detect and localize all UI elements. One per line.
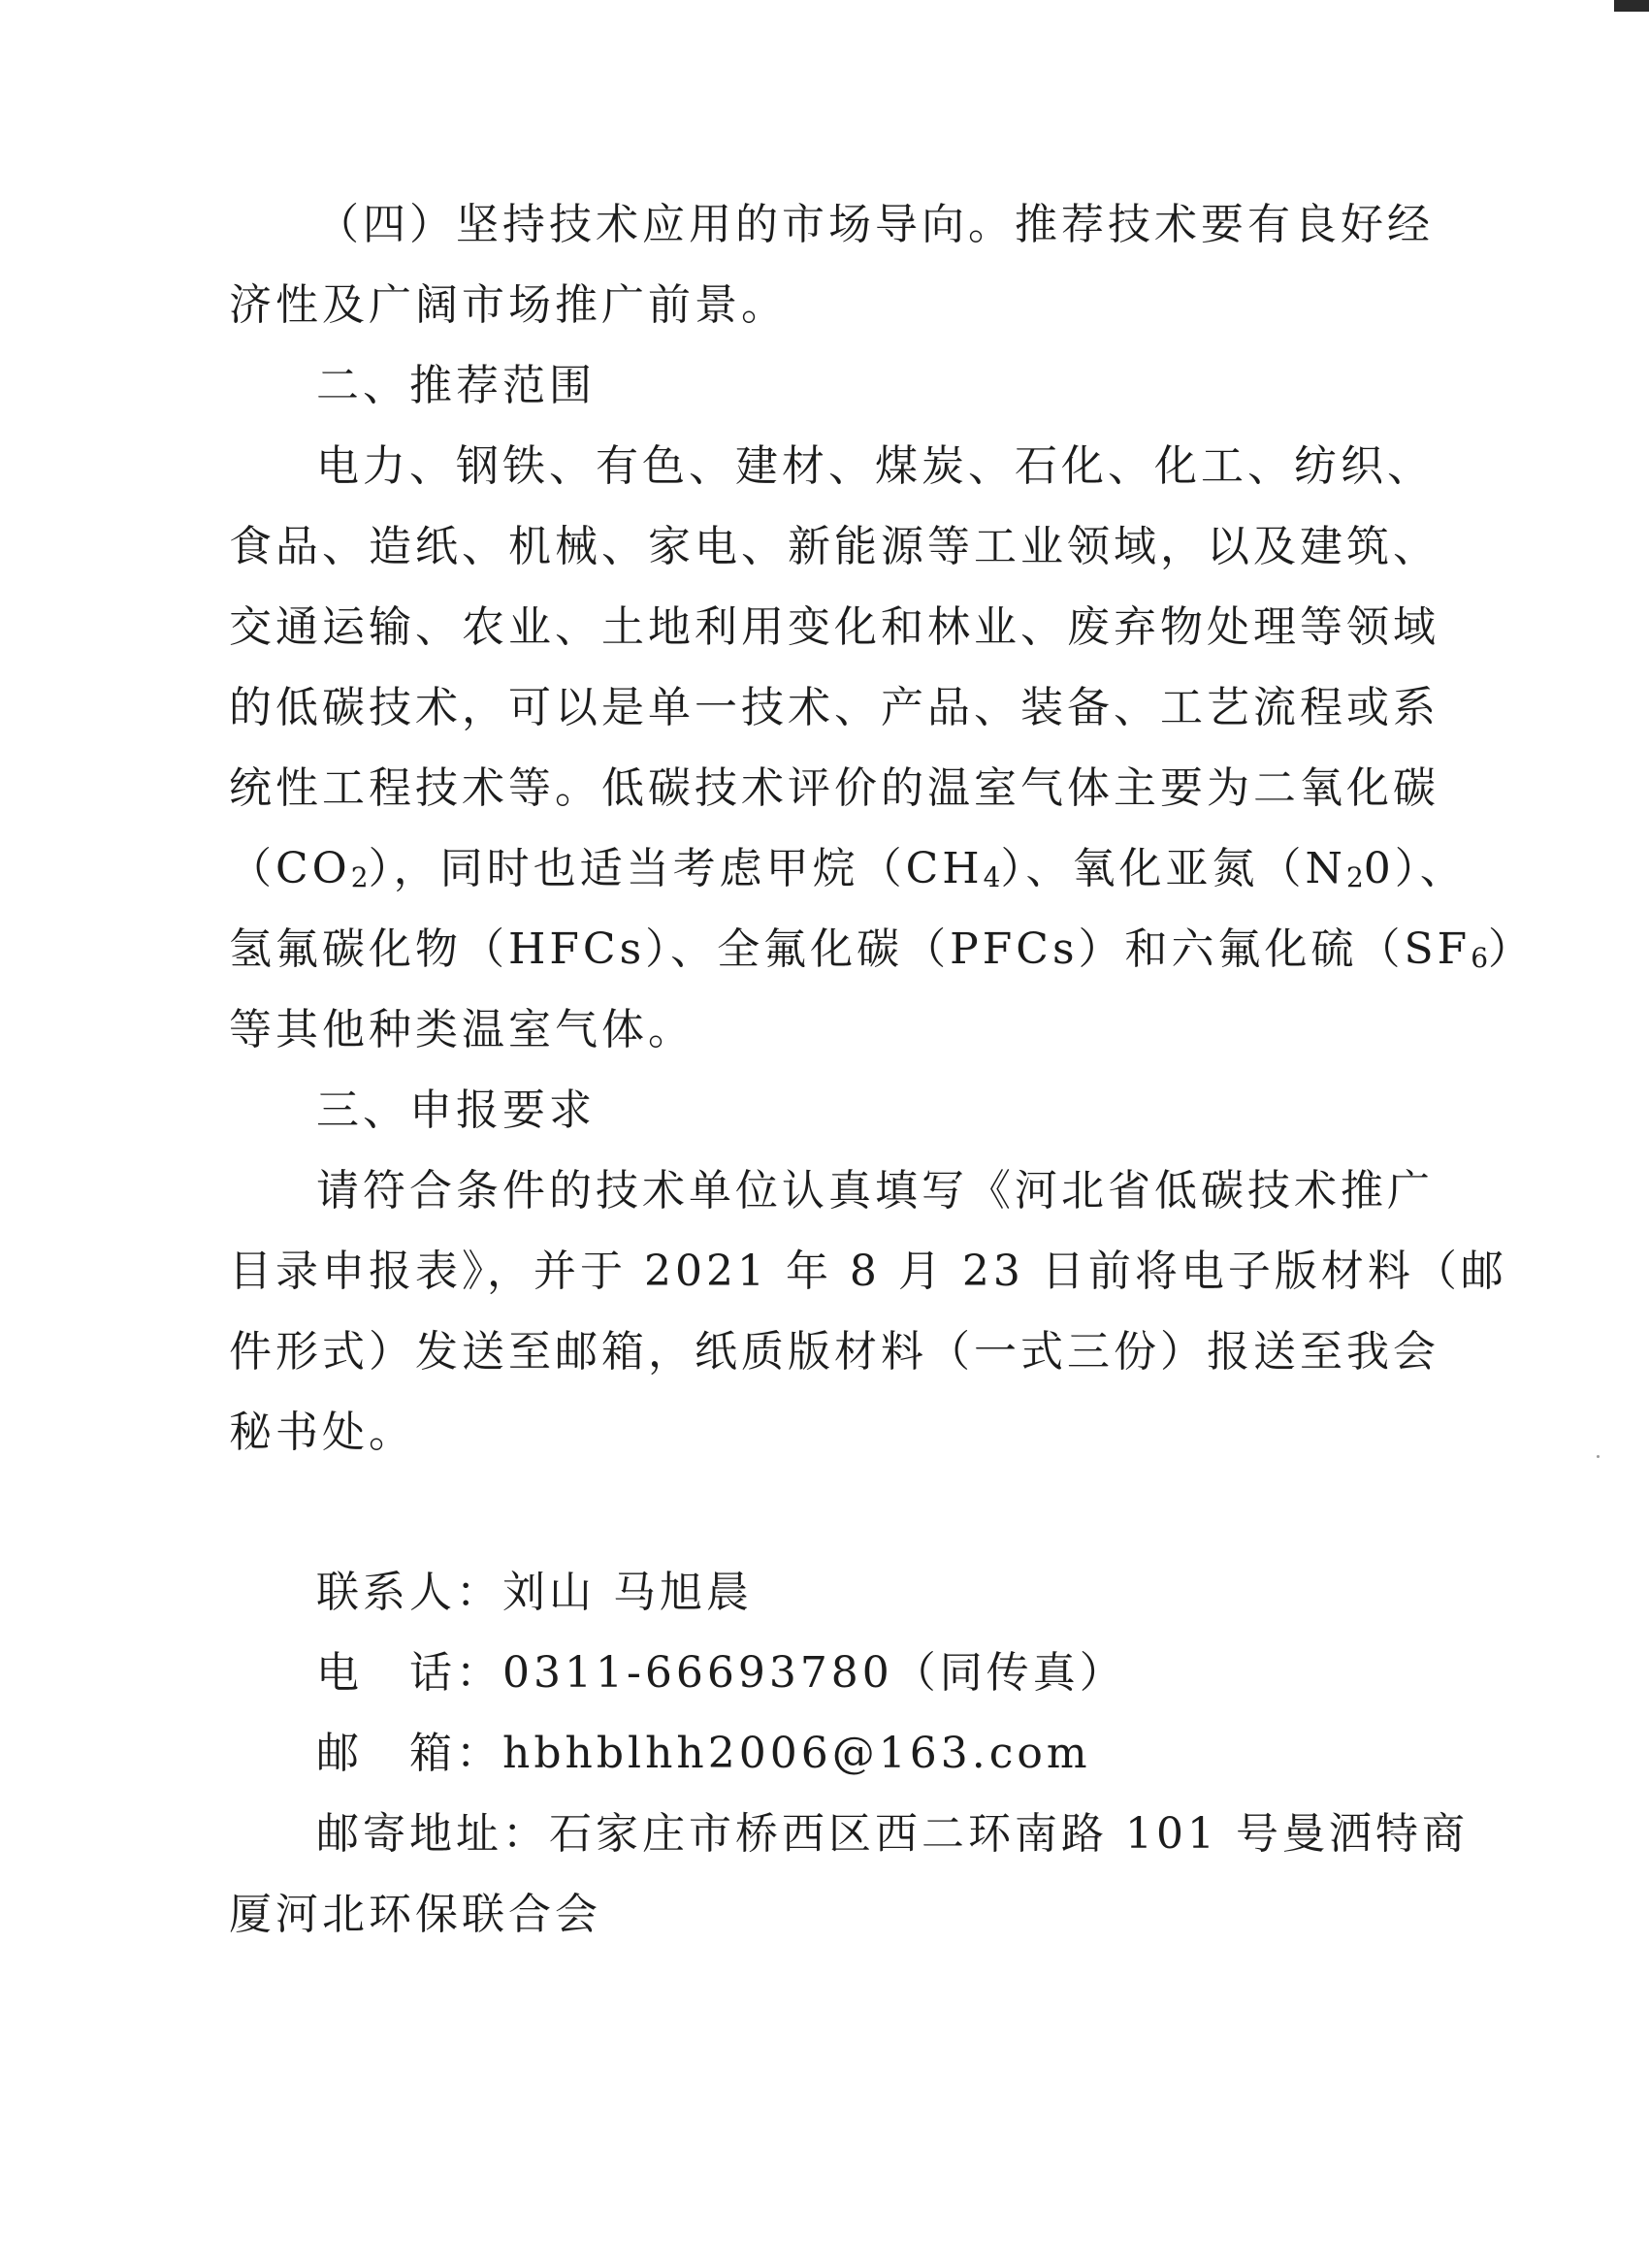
gas-hfcs-text: 氢氟碳化物（HFCs）、全氟化碳（PFCs）和六氟化硫（SF [229,924,1471,974]
contact-phone: 电 话：0311-66693780（同传真） [316,1648,1126,1698]
section-four-line: 济性及广阔市场推广前景。 [229,280,788,330]
section-three-line: 秘书处。 [229,1408,415,1457]
section-three-line: 请符合条件的技术单位认真填写《河北省低碳技术推广 [316,1166,1434,1215]
scan-speck [1597,1455,1600,1458]
gas-n2o-close: 0）、 [1363,844,1467,893]
section-two-line: 的低碳技术，可以是单一技术、产品、装备、工艺流程或系 [229,683,1439,732]
section-two-line: 食品、造纸、机械、家电、新能源等工业领域，以及建筑、 [229,522,1439,571]
section-three-line: 目录申报表》，并于 2021 年 8 月 23 日前将电子版材料（邮 [229,1247,1507,1296]
contact-person: 联系人：刘山 马旭晨 [316,1568,753,1617]
section-four-line: （四）坚持技术应用的市场导向。推荐技术要有良好经 [316,200,1434,249]
contact-address: 厦河北环保联合会 [229,1890,601,1939]
section-two-line: 等其他种类温室气体。 [229,1005,695,1054]
subscript: 2 [1345,861,1364,893]
gas-sf6-close: ） [1488,924,1536,974]
subscript: 6 [1471,942,1489,974]
gas-ch4-text: ），同时也适当考虑甲烷（CH [368,844,984,893]
section-three-heading: 三、申报要求 [316,1085,596,1135]
section-two-line: 统性工程技术等。低碳技术评价的温室气体主要为二氧化碳 [229,763,1439,813]
section-two-heading: 二、推荐范围 [316,361,596,410]
scan-edge-mark [1614,0,1649,12]
spacer [229,1473,1354,1552]
gas-co2-open: （CO [229,844,351,893]
section-two-line: 交通运输、农业、土地利用变化和林业、废弃物处理等领域 [229,602,1439,652]
section-two-line: 电力、钢铁、有色、建材、煤炭、石化、化工、纺织、 [316,441,1434,491]
subscript: 4 [983,861,1001,893]
section-two-gases-line [229,909,1536,989]
document-body [229,184,1536,1955]
subscript: 2 [350,861,369,893]
section-two-gases-line [229,828,1467,909]
gas-n2o-text: ）、氧化亚氮（N [1000,844,1346,893]
contact-email: 邮 箱：hbhblhh2006@163.com [316,1729,1091,1778]
section-three-line: 件形式）发送至邮箱，纸质版材料（一式三份）报送至我会 [229,1327,1439,1377]
contact-address: 邮寄地址：石家庄市桥西区西二环南路 101 号曼洒特商 [316,1809,1469,1859]
